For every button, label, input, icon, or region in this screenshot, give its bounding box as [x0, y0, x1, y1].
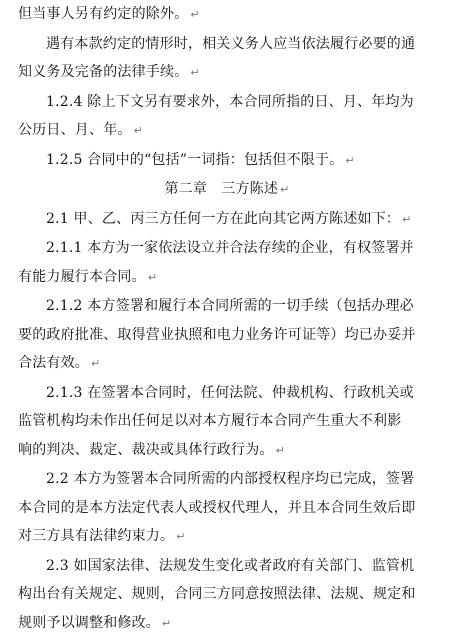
text-line	[18, 465, 436, 494]
paragraph-mark-icon: ↵	[345, 154, 354, 167]
text-line	[18, 349, 436, 379]
text-line	[18, 494, 436, 523]
line-text: 2.1.1 本方为一家依法设立并合法存续的企业，有权签署并	[46, 240, 414, 256]
paragraph-mark-icon: ↵	[162, 617, 171, 630]
text-line	[18, 292, 436, 321]
line-text: 对三方具有法律约束力。	[18, 528, 174, 544]
paragraph-mark-icon: ↵	[402, 213, 411, 226]
paragraph-mark-icon: ↵	[190, 8, 199, 21]
text-line	[18, 205, 436, 235]
text-line	[18, 0, 436, 30]
line-text: 合法有效。	[18, 355, 89, 371]
paragraph-mark-icon: ↵	[134, 124, 143, 137]
text-line	[18, 580, 436, 609]
paragraph-mark-icon: ↵	[176, 530, 185, 543]
line-text: 2.2 本方为签署本合同所需的内部授权程序均已完成，签署	[46, 471, 414, 487]
line-text: 但当事人另有约定的除外。	[18, 6, 188, 22]
text-line	[18, 552, 436, 581]
paragraph-mark-icon: ↵	[91, 357, 100, 370]
heading-text: 第二章 三方陈述	[164, 181, 278, 197]
line-text: 1.2.5 合同中的“包括”一词指：包括但不限于。	[46, 152, 343, 168]
text-line	[18, 58, 436, 88]
line-text: 有能力履行本合同。	[18, 269, 146, 285]
line-text: 2.1.3 在签署本合同时，任何法院、仲裁机构、行政机关或	[46, 385, 414, 401]
line-text: 公历日、月、年。	[18, 122, 132, 138]
paragraph-mark-icon: ↵	[276, 444, 285, 457]
text-line	[18, 609, 436, 638]
text-line	[18, 263, 436, 293]
line-text: 规则予以调整和修改。	[18, 615, 160, 631]
text-line	[18, 234, 436, 263]
text-line	[18, 379, 436, 408]
text-line	[18, 146, 436, 176]
text-line	[18, 407, 436, 436]
line-text: 2.1 甲、乙、丙三方任何一方在此向其它两方陈述如下：	[46, 211, 400, 227]
line-text: 知义务及完备的法律手续。	[18, 64, 188, 80]
chapter-heading	[18, 175, 436, 205]
line-text: 监管机构均未作出任何足以对本方履行本合同产生重大不利影	[18, 413, 401, 429]
line-text: 遇有本款约定的情形时，相关义务人应当依法履行必要的通	[46, 36, 415, 52]
paragraph-mark-icon: ↵	[280, 183, 289, 196]
line-text: 响的判决、裁定、裁决或具体行政行为。	[18, 442, 274, 458]
text-line	[18, 321, 436, 350]
paragraph-mark-icon: ↵	[190, 66, 199, 79]
line-text: 2.1.2 本方签署和履行本合同所需的一切手续（包括办理必	[46, 298, 414, 314]
line-text: 构出台有关规定、规则，合同三方同意按照法律、法规、规定和	[18, 586, 416, 602]
text-line	[18, 436, 436, 466]
line-text: 本合同的是本方法定代表人或授权代理人，并且本合同生效后即	[18, 500, 416, 516]
line-text: 要的政府批准、取得营业执照和电力业务许可证等）均已办妥并	[18, 327, 416, 343]
text-line	[18, 30, 436, 59]
text-line	[18, 522, 436, 552]
text-line	[18, 116, 436, 146]
paragraph-mark-icon: ↵	[148, 271, 157, 284]
line-text: 1.2.4 除上下文另有要求外，本合同所指的日、月、年均为	[46, 94, 414, 110]
text-line	[18, 88, 436, 117]
line-text: 2.3 如国家法律、法规发生变化或者政府有关部门、监管机	[46, 558, 414, 574]
